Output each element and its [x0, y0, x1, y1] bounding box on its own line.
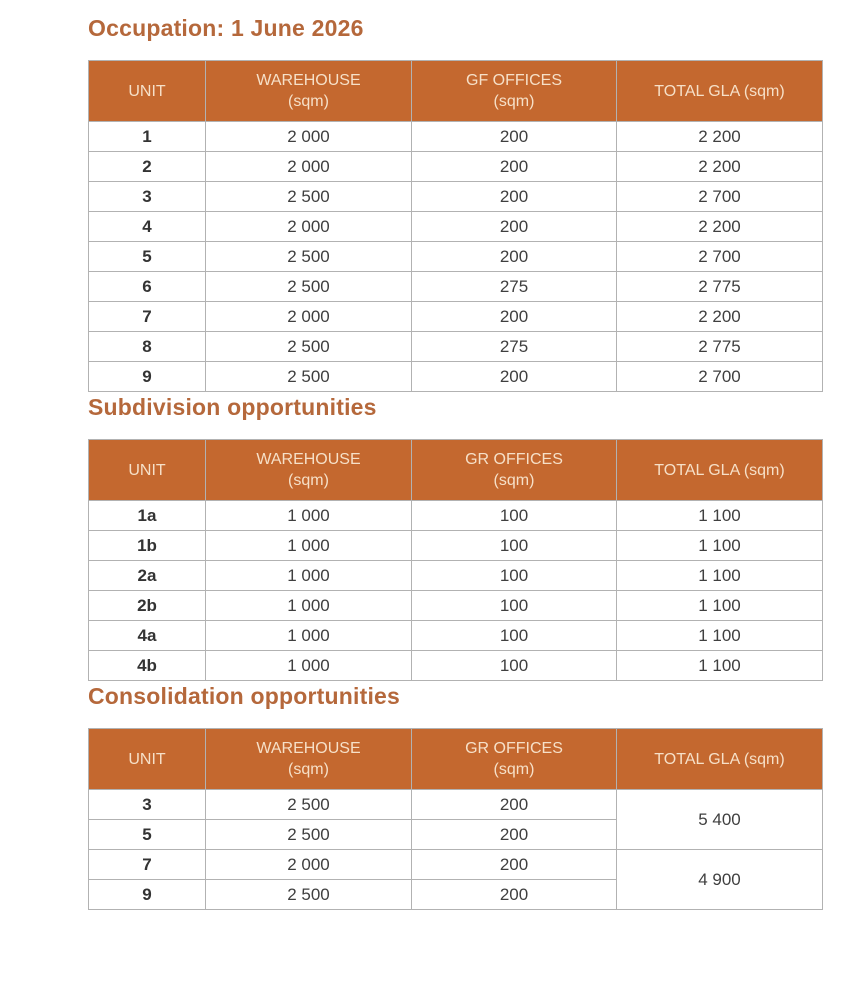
table-row — [89, 651, 823, 681]
table-row — [89, 122, 823, 152]
warehouse-cell: 2 500 — [206, 362, 412, 392]
offices-cell: 200 — [412, 850, 617, 880]
total-gla-cell: 5 400 — [617, 790, 823, 850]
unit-cell: 5 — [89, 820, 206, 850]
table-row — [89, 362, 823, 392]
unit-cell: 3 — [89, 182, 206, 212]
offices-cell: 200 — [412, 820, 617, 850]
section-title-occupation: Occupation: 1 June 2026 — [88, 15, 364, 41]
warehouse-cell: 2 500 — [206, 242, 412, 272]
total-gla-cell: 2 775 — [617, 272, 823, 302]
warehouse-cell: 2 500 — [206, 880, 412, 910]
section-consolidation — [88, 681, 822, 910]
total-gla-cell: 1 100 — [617, 591, 823, 621]
warehouse-cell: 2 500 — [206, 332, 412, 362]
offices-cell: 200 — [412, 880, 617, 910]
column-header-unit: UNIT — [89, 729, 206, 790]
offices-cell: 100 — [412, 531, 617, 561]
section-title-subdivision: Subdivision opportunities — [88, 394, 377, 420]
total-gla-cell: 1 100 — [617, 621, 823, 651]
warehouse-cell: 1 000 — [206, 561, 412, 591]
offices-cell: 100 — [412, 651, 617, 681]
warehouse-cell: 2 500 — [206, 790, 412, 820]
table-row — [89, 212, 823, 242]
total-gla-cell: 1 100 — [617, 651, 823, 681]
warehouse-cell: 2 500 — [206, 820, 412, 850]
section-subdivision — [88, 392, 822, 681]
unit-cell: 1 — [89, 122, 206, 152]
column-header-warehouse: WAREHOUSE (sqm) — [206, 729, 412, 790]
section-occupation — [88, 13, 822, 392]
subdivision-table — [88, 439, 823, 681]
total-gla-cell: 2 700 — [617, 242, 823, 272]
column-header-total-gla: TOTAL GLA (sqm) — [617, 61, 823, 122]
table-row — [89, 332, 823, 362]
offices-cell: 100 — [412, 591, 617, 621]
total-gla-cell: 2 200 — [617, 152, 823, 182]
column-header-total-gla: TOTAL GLA (sqm) — [617, 440, 823, 501]
total-gla-cell: 2 200 — [617, 212, 823, 242]
table-row — [89, 242, 823, 272]
unit-cell: 8 — [89, 332, 206, 362]
offices-cell: 200 — [412, 362, 617, 392]
total-gla-cell: 2 775 — [617, 332, 823, 362]
total-gla-cell: 2 200 — [617, 122, 823, 152]
warehouse-cell: 2 000 — [206, 152, 412, 182]
offices-cell: 200 — [412, 790, 617, 820]
column-header-offices: GR OFFICES (sqm) — [412, 440, 617, 501]
table-row — [89, 302, 823, 332]
table-row — [89, 182, 823, 212]
table-row — [89, 272, 823, 302]
offices-cell: 100 — [412, 621, 617, 651]
table-row — [89, 591, 823, 621]
offices-cell: 200 — [412, 152, 617, 182]
unit-cell: 7 — [89, 302, 206, 332]
unit-cell: 7 — [89, 850, 206, 880]
warehouse-cell: 2 500 — [206, 272, 412, 302]
total-gla-cell: 4 900 — [617, 850, 823, 910]
unit-cell: 4b — [89, 651, 206, 681]
offices-cell: 275 — [412, 272, 617, 302]
warehouse-cell: 1 000 — [206, 501, 412, 531]
consolidation-table — [88, 728, 823, 910]
unit-cell: 9 — [89, 362, 206, 392]
warehouse-cell: 2 000 — [206, 850, 412, 880]
warehouse-cell: 2 000 — [206, 212, 412, 242]
unit-cell: 1b — [89, 531, 206, 561]
column-header-unit: UNIT — [89, 440, 206, 501]
table-row — [89, 501, 823, 531]
table-row — [89, 850, 823, 880]
warehouse-cell: 2 500 — [206, 182, 412, 212]
unit-cell: 9 — [89, 880, 206, 910]
header-row — [89, 729, 823, 790]
unit-cell: 4 — [89, 212, 206, 242]
header-row — [89, 61, 823, 122]
offices-cell: 200 — [412, 242, 617, 272]
column-header-offices: GR OFFICES (sqm) — [412, 729, 617, 790]
unit-cell: 6 — [89, 272, 206, 302]
column-header-warehouse: WAREHOUSE (sqm) — [206, 61, 412, 122]
table-row — [89, 531, 823, 561]
warehouse-cell: 1 000 — [206, 621, 412, 651]
unit-cell: 4a — [89, 621, 206, 651]
total-gla-cell: 1 100 — [617, 501, 823, 531]
section-title-consolidation: Consolidation opportunities — [88, 683, 401, 709]
column-header-unit: UNIT — [89, 61, 206, 122]
offices-cell: 200 — [412, 302, 617, 332]
column-header-offices: GF OFFICES (sqm) — [412, 61, 617, 122]
warehouse-cell: 1 000 — [206, 531, 412, 561]
unit-cell: 2 — [89, 152, 206, 182]
header-row — [89, 440, 823, 501]
unit-cell: 2b — [89, 591, 206, 621]
offices-cell: 275 — [412, 332, 617, 362]
total-gla-cell: 2 700 — [617, 182, 823, 212]
offices-cell: 100 — [412, 501, 617, 531]
total-gla-cell: 1 100 — [617, 561, 823, 591]
warehouse-cell: 2 000 — [206, 302, 412, 332]
unit-cell: 3 — [89, 790, 206, 820]
total-gla-cell: 1 100 — [617, 531, 823, 561]
warehouse-cell: 1 000 — [206, 591, 412, 621]
column-header-total-gla: TOTAL GLA (sqm) — [617, 729, 823, 790]
offices-cell: 200 — [412, 122, 617, 152]
unit-cell: 2a — [89, 561, 206, 591]
unit-cell: 1a — [89, 501, 206, 531]
occupation-table — [88, 60, 823, 392]
offices-cell: 100 — [412, 561, 617, 591]
warehouse-cell: 1 000 — [206, 651, 412, 681]
offices-cell: 200 — [412, 182, 617, 212]
unit-cell: 5 — [89, 242, 206, 272]
table-row — [89, 790, 823, 820]
table-row — [89, 621, 823, 651]
total-gla-cell: 2 700 — [617, 362, 823, 392]
table-row — [89, 152, 823, 182]
warehouse-cell: 2 000 — [206, 122, 412, 152]
column-header-warehouse: WAREHOUSE (sqm) — [206, 440, 412, 501]
offices-cell: 200 — [412, 212, 617, 242]
total-gla-cell: 2 200 — [617, 302, 823, 332]
table-row — [89, 561, 823, 591]
